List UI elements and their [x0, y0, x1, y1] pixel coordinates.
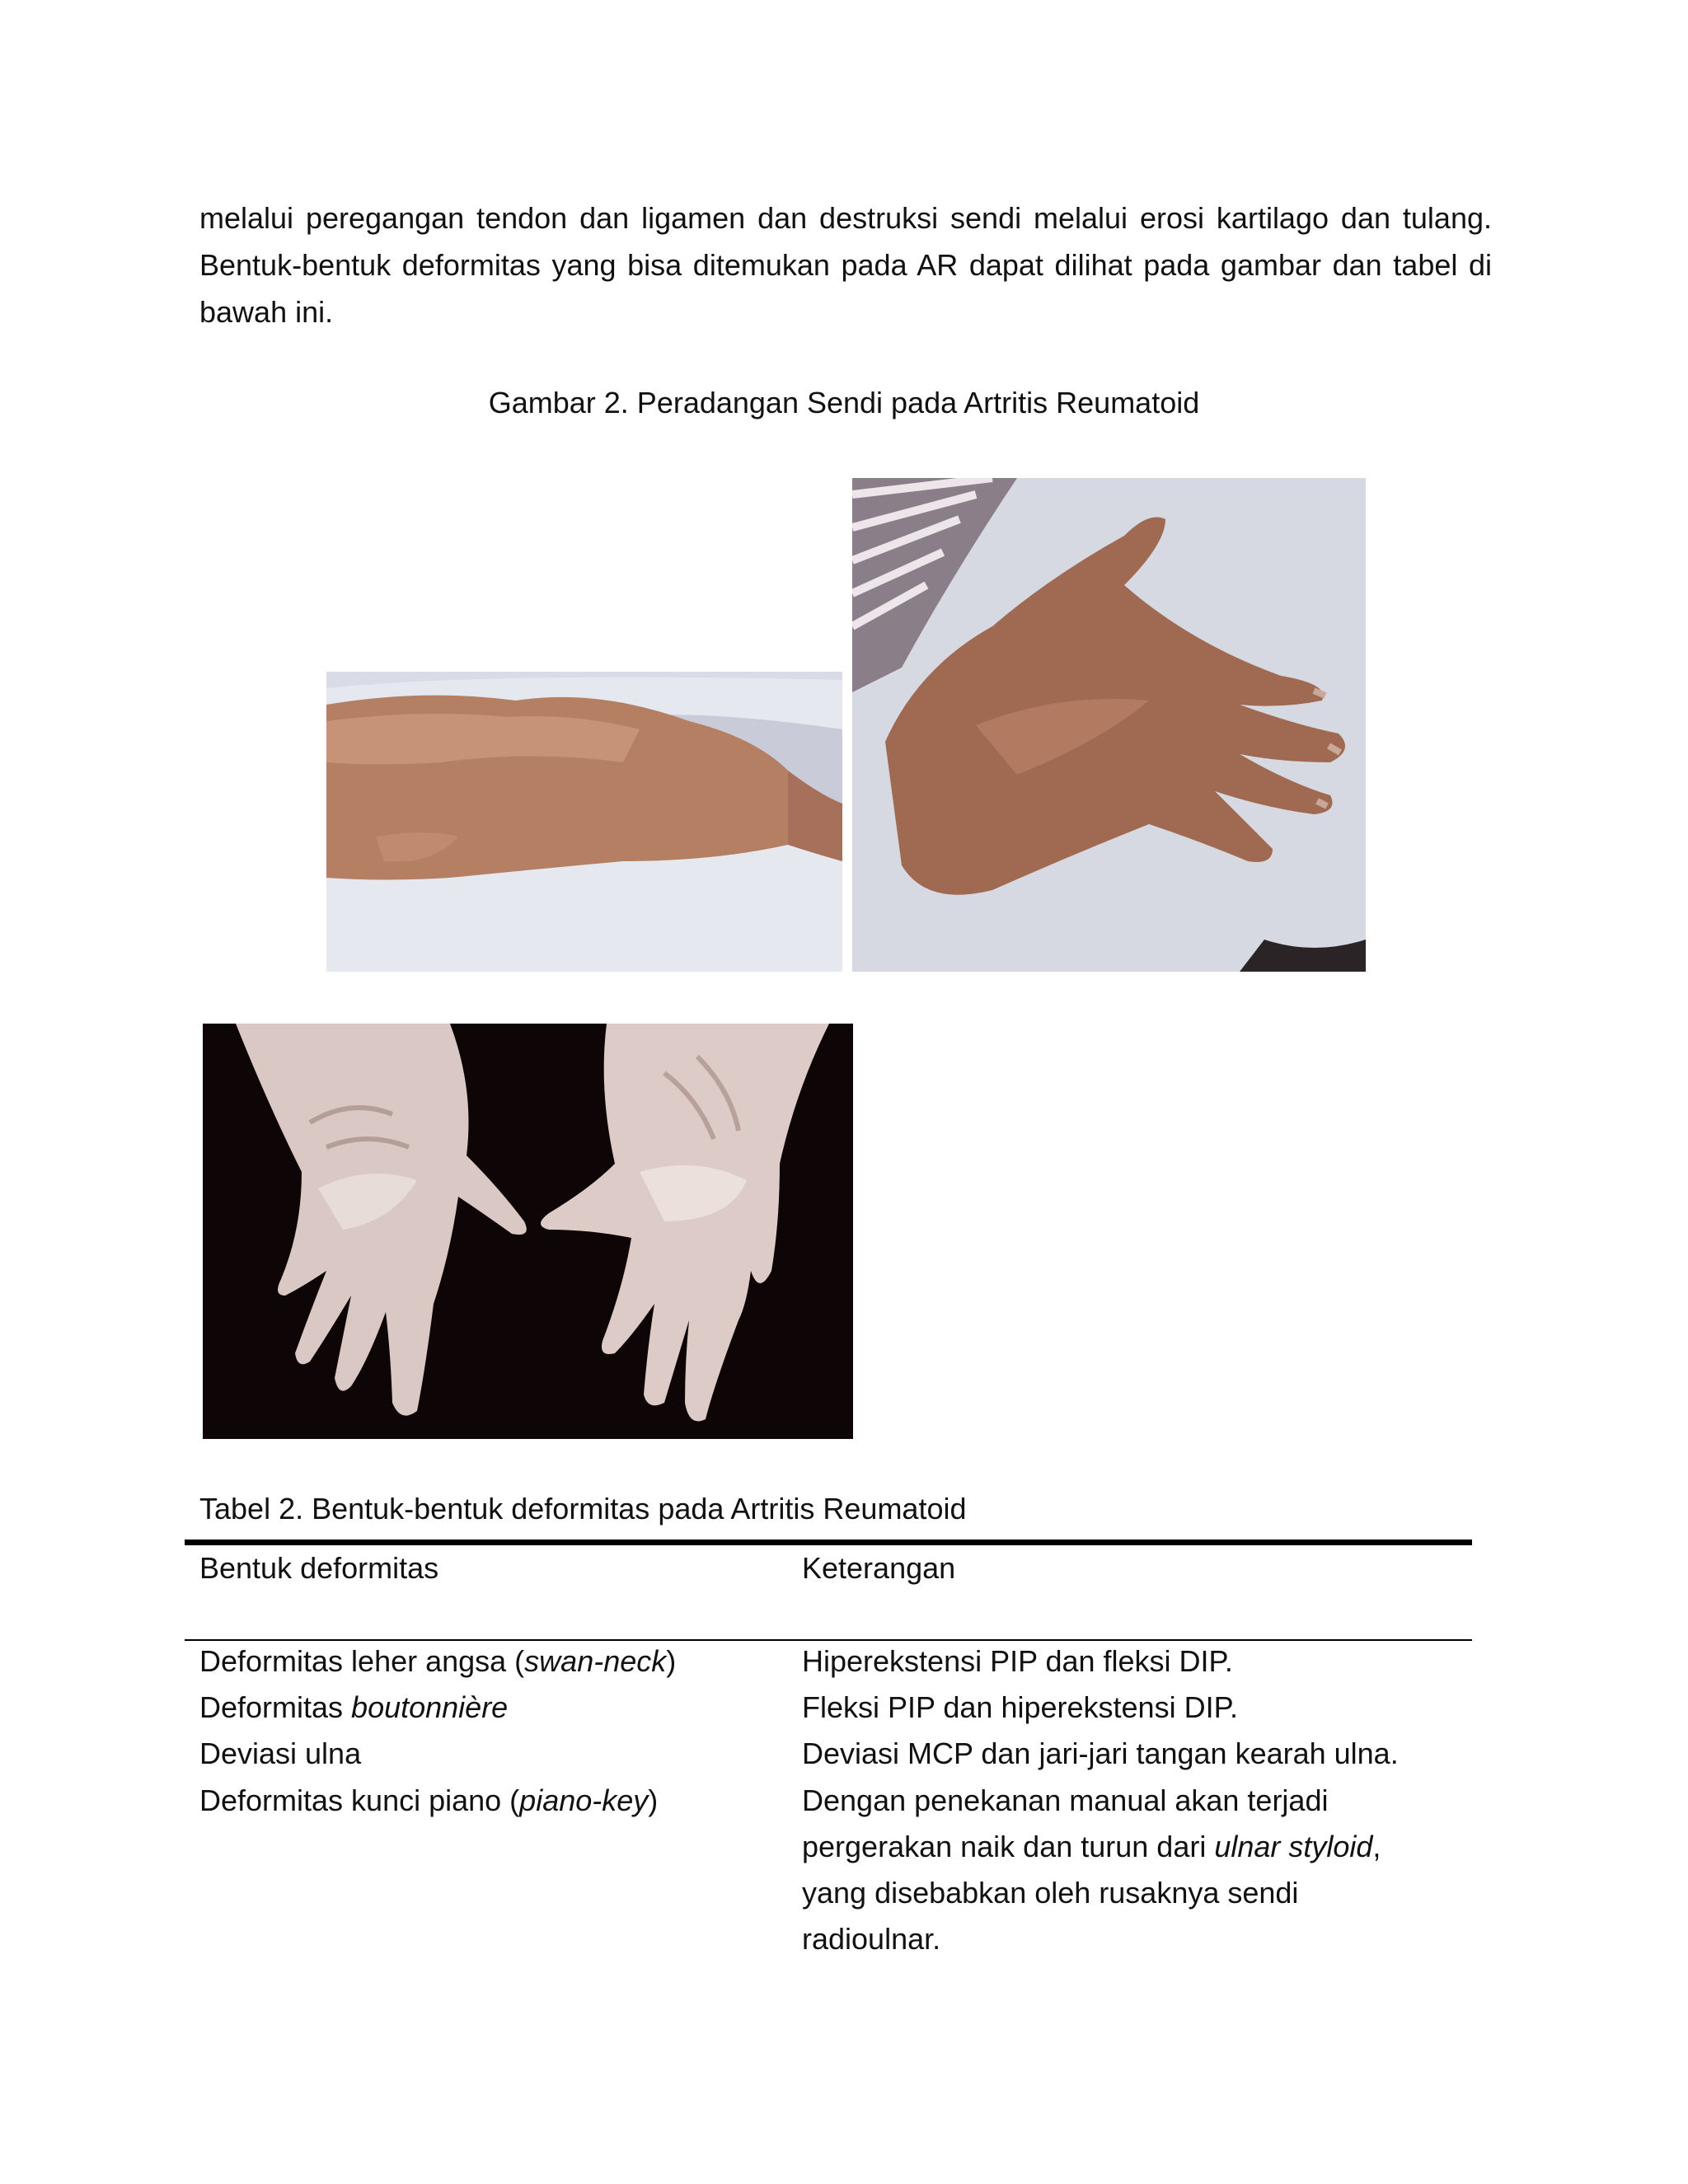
- body-paragraph: melalui peregangan tendon dan ligamen dan destruksi sendi melalui erosi kartilago dan tulang. Bentuk-bentuk deformitas yang bisa ditemukan pada AR dapat dilihat pada gambar dan tabel di bawah ini.: [199, 201, 1492, 329]
- table-row-4-form: Deformitas kunci piano (piano-key): [199, 1783, 659, 1817]
- figure-caption: Gambar 2. Peradangan Sendi pada Artritis Reumatoid: [488, 386, 1200, 419]
- table-row-3-description: Deviasi MCP dan jari-jari tangan kearah ulna.: [802, 1736, 1399, 1770]
- table-row-3-form: Deviasi ulna: [199, 1736, 362, 1770]
- table-row-4-description: Dengan penekanan manual akan terjadi pergerakan naik dan turun dari ulnar styloid, yang disebabkan oleh rusaknya sendi radioulnar.: [802, 1783, 1381, 1956]
- table-header-form: Bentuk deformitas: [199, 1551, 439, 1585]
- photo-swollen-hand-dorsal: [852, 478, 1366, 972]
- photo-swollen-wrist-side: [326, 672, 842, 972]
- table-row-2-description: Fleksi PIP dan hiperekstensi DIP.: [802, 1690, 1238, 1724]
- table-title: Tabel 2. Bentuk-bentuk deformitas pada Artritis Reumatoid: [199, 1492, 967, 1526]
- table-row-2-form: Deformitas boutonnière: [199, 1690, 509, 1724]
- photo-deformed-hands-pair: [203, 1024, 853, 1439]
- table-top-rule: [185, 1540, 1472, 1545]
- table-header-description: Keterangan: [802, 1551, 956, 1585]
- table-row-1-form: Deformitas leher angsa (swan-neck): [199, 1644, 677, 1678]
- table-row-1-description: Hiperekstensi PIP dan fleksi DIP.: [802, 1644, 1233, 1678]
